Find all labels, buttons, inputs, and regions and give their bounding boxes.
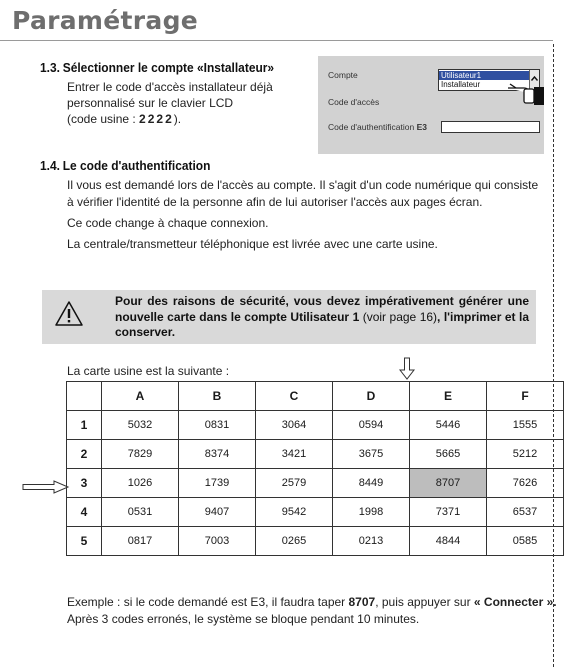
table-cell: 8374 <box>179 440 256 469</box>
table-cell: 7371 <box>410 498 487 527</box>
table-cell: 7003 <box>179 527 256 556</box>
arrow-right-icon <box>22 480 70 494</box>
section-1-4-heading <box>40 158 210 173</box>
section-1-3-body <box>67 79 273 127</box>
compte-option-utilisateur1[interactable]: Utilisateur1 <box>439 71 529 80</box>
table-cell: 1739 <box>179 469 256 498</box>
table-row <box>67 527 564 556</box>
compte-label: Compte <box>328 70 358 80</box>
example-text <box>67 594 557 628</box>
security-warning-text <box>115 294 529 341</box>
column-header: C <box>256 382 333 411</box>
table-corner-cell <box>67 382 102 411</box>
section-1-4-line: à vérifier l'identité de la personne afin de lui autoriser l'accès aux pages écran. <box>67 195 483 209</box>
example-line-1 <box>67 594 557 611</box>
column-header: D <box>333 382 410 411</box>
page-cut-line <box>553 44 554 667</box>
pointing-hand-icon <box>506 80 546 108</box>
section-1-4-line: Il vous est demandé lors de l'accès au compte. Il s'agit d'un code numérique qui consiste <box>67 178 539 192</box>
table-cell: 3675 <box>333 440 410 469</box>
example-line-2: Après 3 codes erronés, le système se bloque pendant 10 minutes. <box>67 612 420 626</box>
table-cell: 0265 <box>256 527 333 556</box>
example-code: 8707 <box>348 595 376 609</box>
factory-code-suffix: ). <box>173 112 182 126</box>
table-cell: 1026 <box>102 469 179 498</box>
table-cell: 1555 <box>487 411 564 440</box>
security-warning-box <box>42 290 536 344</box>
table-cell: 0817 <box>102 527 179 556</box>
table-cell: 0594 <box>333 411 410 440</box>
table-cell: 0531 <box>102 498 179 527</box>
example-text-part: Exemple : si le code demandé est E3, il faudra taper <box>67 595 349 609</box>
table-cell: 5212 <box>487 440 564 469</box>
section-1-3-heading <box>40 60 274 75</box>
section-1-4-number: 1.4. <box>40 158 60 173</box>
table-cell: 4844 <box>410 527 487 556</box>
compte-option-installateur[interactable]: Installateur <box>441 80 481 89</box>
highlighted-cell: 8707 <box>410 469 487 498</box>
table-cell: 5446 <box>410 411 487 440</box>
column-header: F <box>487 382 564 411</box>
table-cell: 1998 <box>333 498 410 527</box>
table-cell: 3064 <box>256 411 333 440</box>
example-text-part: , puis appuyer sur <box>375 595 474 609</box>
section-1-4-body <box>67 177 538 253</box>
row-header: 5 <box>67 527 102 556</box>
auth-code-label <box>328 122 427 132</box>
table-cell: 5665 <box>410 440 487 469</box>
table-row <box>67 498 564 527</box>
table-row <box>67 411 564 440</box>
table-cell: 2579 <box>256 469 333 498</box>
section-1-4-line: La centrale/transmetteur téléphonique est livrée avec une carte usine. <box>67 237 438 251</box>
table-row <box>67 469 564 498</box>
auth-code-input[interactable] <box>441 121 540 133</box>
column-header: A <box>102 382 179 411</box>
factory-code-prefix: (code usine : <box>67 112 140 126</box>
arrow-down-icon <box>398 357 416 381</box>
warning-bold-text: Pour des raisons de sécurité, vous devez impérativement générer une nouvelle carte dans le compte Utilisateur 1 <box>115 294 529 324</box>
table-cell: 9542 <box>256 498 333 527</box>
row-header: 3 <box>67 469 102 498</box>
table-cell: 7626 <box>487 469 564 498</box>
table-cell: 0831 <box>179 411 256 440</box>
section-1-4-line: Ce code change à chaque connexion. <box>67 216 269 230</box>
table-cell: 0213 <box>333 527 410 556</box>
row-header: 4 <box>67 498 102 527</box>
carte-intro: La carte usine est la suivante : <box>67 364 230 378</box>
section-1-3-line: personnalisé sur le clavier LCD <box>67 96 234 110</box>
factory-code-card <box>66 381 564 556</box>
column-header: E <box>410 382 487 411</box>
section-1-4-title: Le code d'authentification <box>62 158 211 173</box>
page-title: Paramétrage <box>12 6 199 35</box>
section-1-3-title: Sélectionner le compte «Installateur» <box>62 60 275 75</box>
warning-bold-text-end: , l'imprimer et la conserver. <box>115 309 530 339</box>
table-cell: 5032 <box>102 411 179 440</box>
row-header: 1 <box>67 411 102 440</box>
table-cell: 3421 <box>256 440 333 469</box>
row-header: 2 <box>67 440 102 469</box>
warning-page-ref: (voir page 16) <box>359 309 438 324</box>
table-cell: 6537 <box>487 498 564 527</box>
login-form-screenshot <box>318 56 544 154</box>
column-header: B <box>179 382 256 411</box>
table-row <box>67 440 564 469</box>
factory-code-line <box>67 111 273 127</box>
table-cell: 7829 <box>102 440 179 469</box>
factory-code-value: 2222 <box>139 112 174 126</box>
section-1-3-number: 1.3. <box>40 60 60 75</box>
example-connect-label: « Connecter ». <box>473 595 557 609</box>
warning-triangle-icon <box>54 300 84 327</box>
table-cell: 8449 <box>333 469 410 498</box>
section-1-3-line: Entrer le code d'accès installateur déjà <box>67 80 273 94</box>
table-header-row <box>67 382 564 411</box>
title-divider <box>0 40 553 41</box>
auth-code-label-text: Code d'authentification <box>328 122 415 132</box>
table-cell: 9407 <box>179 498 256 527</box>
code-acces-label: Code d'accès <box>328 97 380 107</box>
auth-code-value: E3 <box>416 122 427 132</box>
table-cell: 0585 <box>487 527 564 556</box>
